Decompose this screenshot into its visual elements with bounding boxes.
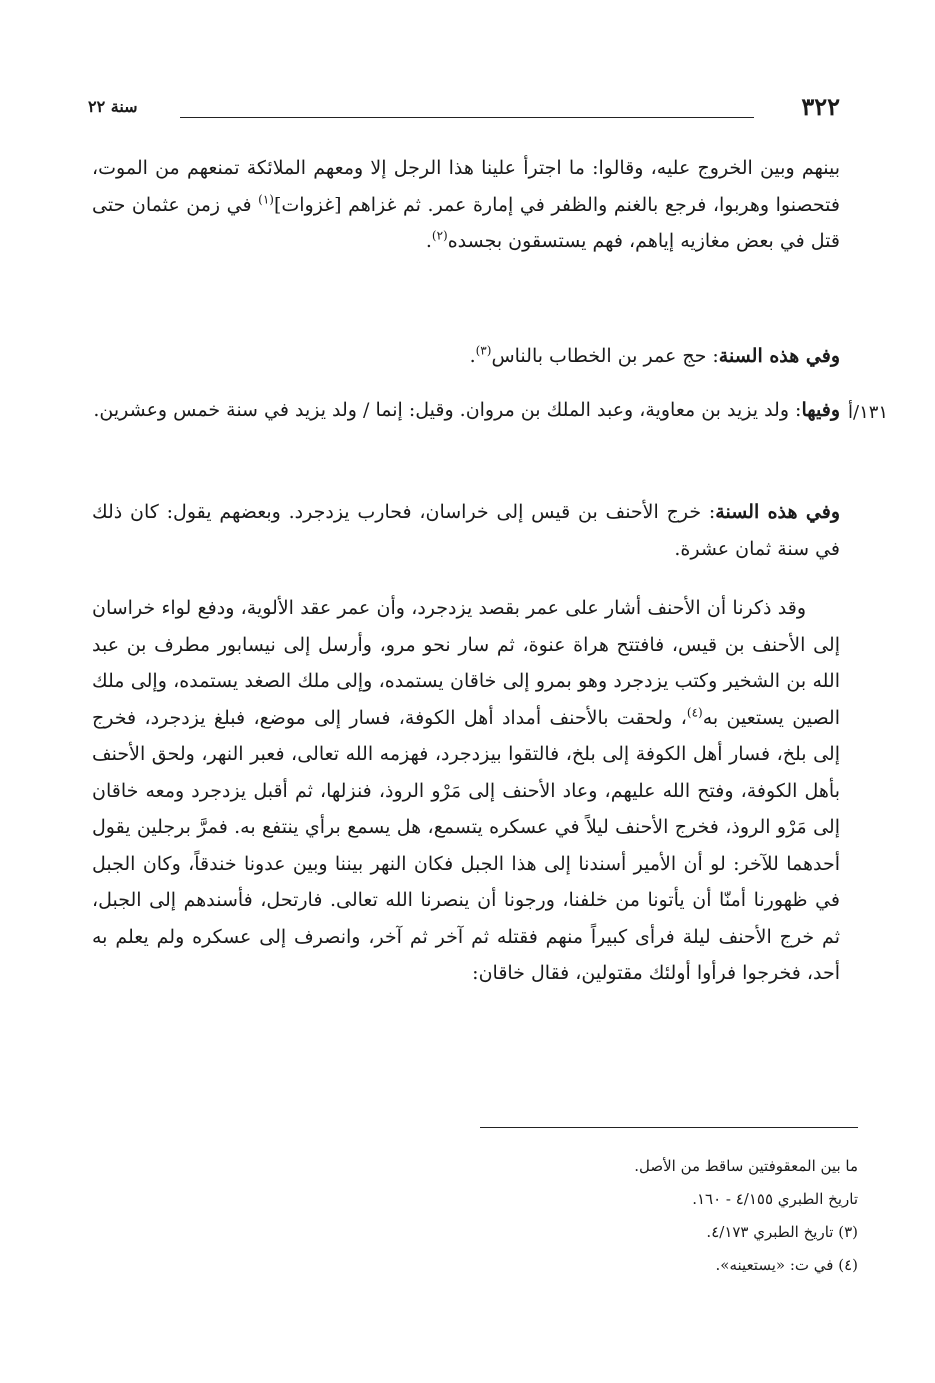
paragraph-4 [92,494,840,567]
paragraph-2 [92,338,840,375]
running-title: سنة ٢٢ [88,97,138,116]
footnote-rule [480,1127,858,1128]
footnote-3: (٣) تاريخ الطبري ٤/١٧٣. [706,1223,858,1241]
footnotes [480,1150,858,1282]
paragraph-1 [92,150,840,260]
header-rule [180,117,754,118]
footnote-1: ما بين المعقوفتين ساقط من الأصل. [634,1157,858,1175]
footnote-ref-2: (٢) [431,228,448,243]
paragraph-text: . [469,345,476,367]
paragraph-3 [92,392,840,429]
paragraph-text: : ولد يزيد بن معاوية، وعبد الملك بن مروان. وقيل: إنما / ولد يزيد في سنة خمس وعشرين. [93,399,802,421]
paragraph-5 [92,590,840,992]
paragraph-text: وقد ذكرنا أن الأحنف أشار على عمر بقصد يزدجرد، وأن عمر عقد الألوية، ودفع لواء خراسان إلى الأحنف بن قيس، فافتتح هراة عنوة، ثم سار نحو مرو، وأرسل إلى نيسابور مطرف بن عبد الله بن الشخير وكتب يزدجرد وهو بمرو إلى خاقان يستمده، وإلى ملك الصغد يستمده، وإلى ملك الصين يستعين به [92,597,840,729]
margin-folio-reference: ١٣١/أ [848,402,889,423]
paragraph-lead: وفيها [801,399,840,421]
paragraph-text: ، ولحقت بالأحنف أمداد أهل الكوفة، فسار إلى موضع، فبلغ يزدجرد، فخرج إلى بلخ، فسار أهل الكوفة إلى بلخ، فالتقوا بيزدجرد، فهزمه الله تعالى، فعبر النهر، ولحق الأحنف بأهل الكوفة، وفتح الله عليهم، وعاد الأحنف إلى مَرْو الروذ، فنزلها، ثم أقبل يزدجرد ومعه خاقان إلى مَرْو الروذ، فخرج الأحنف ليلاً في عسكره يتسمع، هل يسمع برأي ينتفع به. فمرَّ برجلين يقول أحدهما للآخر: لو أن الأمير أسندنا إلى هذا الجبل فكان النهر بيننا وبين عدونا خندقاً، وكان الجبل في ظهورنا أمنّا أن يأتونا من خلفنا، ورجونا أن ينصرنا الله تعالى. فارتحل، فأسندهم إلى الجبل، ثم خرج الأحنف ليلة فرأى كبيراً منهم فقتله ثم آخر ثم آخر، وانصرف إلى عسكره ولم يعلم به أحد، فخرجوا فرأوا أولئك مقتولين، فقال خاقان: [92,706,840,984]
paragraph-text: . [425,230,432,252]
footnote-4: (٤) في ت: «يستعينه». [715,1256,858,1274]
paragraph-lead: وفي هذه السنة [715,501,840,523]
footnote-ref-1: (١) [258,192,274,207]
paragraph-text: بينهم وبين الخروج عليه، وقالوا: ما اجترأ علينا هذا الرجل إلا ومعهم الملائكة تمنعهم من الموت، فتحصنوا وهربوا، فرجع بالغنم والظفر في إمارة عمر. ثم غزاهم [غزوات] [92,157,840,216]
paragraph-text: : حج عمر بن الخطاب بالناس [491,345,719,367]
page-number: ٣٢٢ [801,92,840,121]
footnote-ref-4: (٤) [686,705,703,720]
paragraph-text: في زمن عثمان حتى قتل في بعض مغازيه إياهم، فهم يستسقون بجسده [92,193,840,252]
paragraph-text: : خرج الأحنف بن قيس إلى خراسان، فحارب يزدجرد. وبعضهم يقول: كان ذلك في سنة ثمان عشرة. [92,501,840,560]
paragraph-lead: وفي هذه السنة [718,345,840,367]
footnote-2: تاريخ الطبري ٤/١٥٥ - ١٦٠. [692,1190,858,1208]
page-header [88,92,840,128]
footnote-ref-3: (٣) [475,343,492,358]
